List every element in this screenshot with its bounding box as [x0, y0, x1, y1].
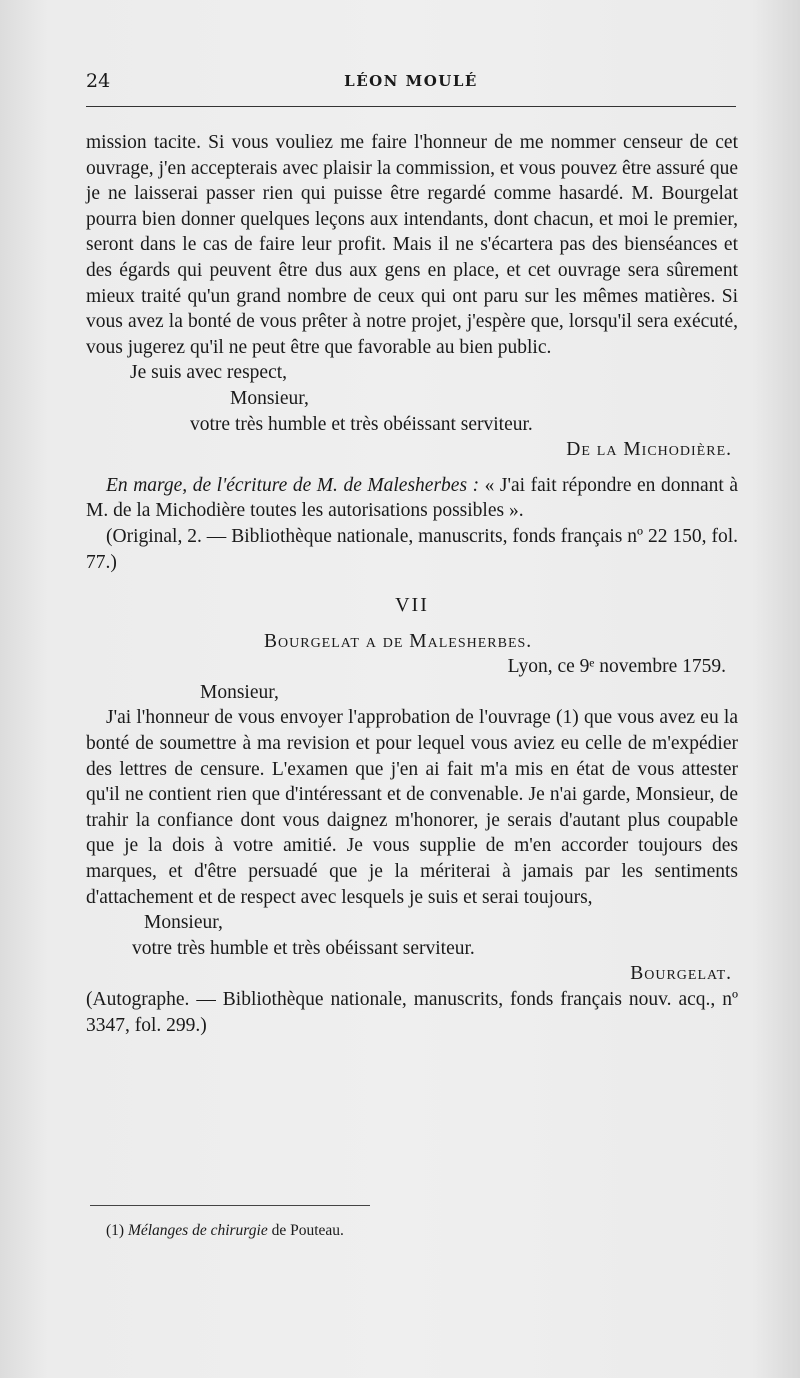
page-number: 24: [86, 70, 111, 92]
footnote-text: de Pouteau.: [267, 1222, 344, 1239]
paragraph-1: mission tacite. Si vous vouliez me faire l'honneur de me nommer censeur de cet ouvrage, j'en accepterais avec plaisir la commission, et vous pouvez être assuré que je ne laisserai passer rien qui puisse être regardé comme hasardé. M. Bourgelat pourra bien donner quelques leçons aux intendants, dont chacun, et moi le premier, seront dans le cas de faire leur profit. Mais il ne s'écartera pas des bienséances et des égards qui peuvent être dus aux gens en place, et cet ouvrage sera sûrement mieux traité qu'un grand nombre de ceux qui ont paru sur les mêmes matières. Si vous avez la bonté de vous prêter à notre projet, j'espère que, lorsqu'il sera exécuté, vous jugerez qu'il ne peut être que favorable au bien public.: [86, 132, 738, 358]
closing-servant: votre très humble et très obéissant serviteur.: [190, 413, 533, 435]
signature-bourgelat: Bourgelat.: [630, 963, 732, 985]
footnote-title: Mélanges de chirurgie: [127, 1222, 268, 1239]
marginal-note-text: « J'ai fait répondre en donnant à M. de la Michodière toutes les autorisations possibles ».: [86, 474, 738, 522]
running-head: LÉON MOULÉ: [344, 72, 478, 90]
signature-michodiere: De la Michodière.: [566, 439, 732, 461]
marginal-note-label: En marge, de l'écriture de M. de Malesherbes :: [106, 474, 480, 496]
dateline: Lyon, ce 9ᵉ novembre 1759.: [507, 656, 726, 678]
closing-formula: Je suis avec respect,: [130, 362, 288, 384]
letter-title: Bourgelat a de Malesherbes.: [264, 630, 533, 652]
paragraph-2: J'ai l'honneur de vous envoyer l'approbation de l'ouvrage (1) que vous avez eu la bonté de soumettre à ma revision et pour lequel vous aviez eu celle de m'expédier des lettres de censure. L'examen que j'en ai fait m'a mis en état de vous attester qu'il ne contient rien que d'intéressant et de convenable. Je n'ai garde, Monsieur, de trahir la confiance dont vous daignez m'honorer, je serais d'autant plus coupable que je la dois à votre amitié. Je vous supplie de m'en accorder toujours des marques, et d'être persuadé que je la mériterai à jamais par les sentiments d'attachement et de respect avec lesquels je suis et serai toujours,: [86, 707, 738, 908]
footnote: [106, 1222, 344, 1240]
source-citation-1: (Original, 2. — Bibliothèque nationale, manuscrits, fonds français nº 22 150, fol. 77.): [86, 525, 738, 573]
footnote-marker: (1): [106, 1222, 125, 1239]
closing-monsieur: Monsieur,: [230, 387, 309, 409]
section-number: VII: [395, 594, 429, 617]
salutation: Monsieur,: [200, 681, 279, 703]
source-citation-2: (Autographe. — Bibliothèque nationale, manuscrits, fonds français nouv. acq., nº 3347, fol. 299.): [86, 989, 738, 1036]
page-header: [86, 70, 736, 98]
footnote-rule: [90, 1205, 370, 1206]
closing-servant-2: votre très humble et très obéissant serviteur.: [132, 937, 475, 959]
closing-monsieur-2: Monsieur,: [144, 912, 223, 934]
page-body: [86, 130, 738, 1038]
header-rule: [86, 106, 736, 107]
marginal-note: [86, 473, 738, 524]
